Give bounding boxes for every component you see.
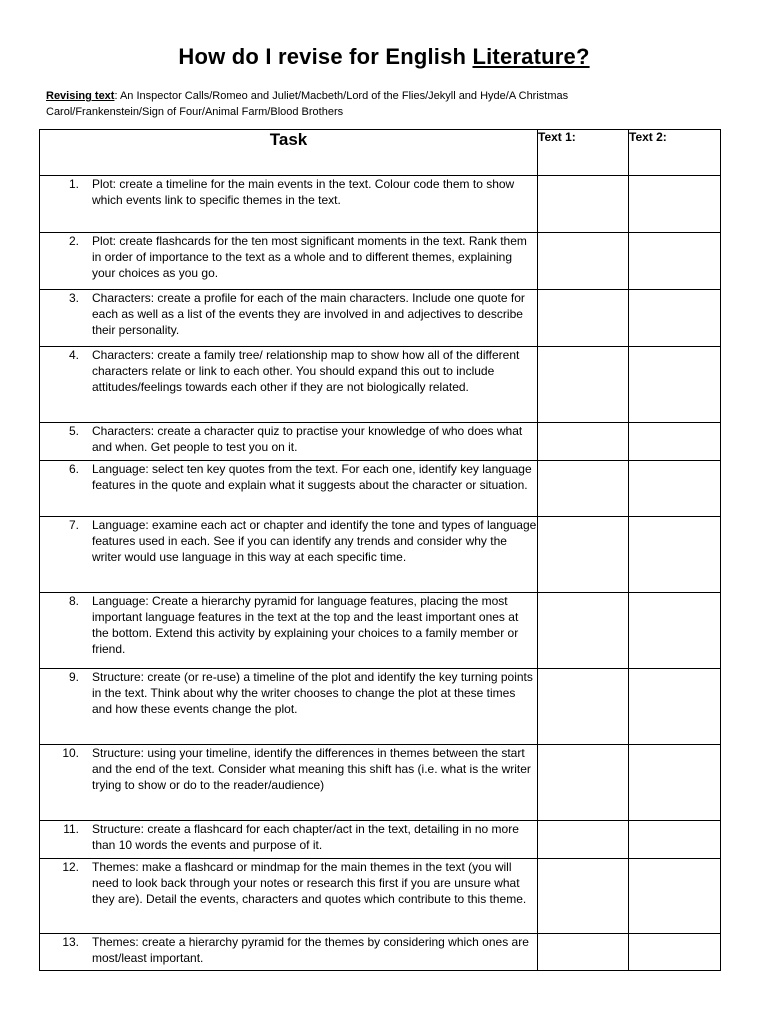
- task-cell: [40, 176, 538, 233]
- task-number: 2.: [68, 234, 79, 248]
- task-description: Characters: create a family tree/ relationship map to show how all of the different characters relate or link to each other. You should expand this out to include attitudes/feelings towards each other if they are not biologically related.: [92, 348, 520, 394]
- page-title: [0, 44, 768, 70]
- table-row: [40, 934, 721, 971]
- title-underlined-word: Literature?: [472, 44, 590, 69]
- task-cell: [40, 347, 538, 423]
- text1-checkbox-cell[interactable]: [538, 233, 629, 290]
- text2-checkbox-cell[interactable]: [629, 669, 721, 745]
- table-row: [40, 233, 721, 290]
- revising-text-label: Revising text: [46, 90, 115, 102]
- task-description: Themes: create a hierarchy pyramid for the themes by considering which ones are most/least important.: [92, 935, 529, 965]
- text1-checkbox-cell[interactable]: [538, 423, 629, 461]
- text2-checkbox-cell[interactable]: [629, 176, 721, 233]
- table-row: [40, 593, 721, 669]
- text2-checkbox-cell[interactable]: [629, 934, 721, 971]
- task-number: 7.: [68, 518, 79, 532]
- task-number: 10.: [62, 746, 79, 760]
- task-description: Language: examine each act or chapter and identify the tone and types of language features used in each. See if you can identify any trends and consider why the writer would use language in this way at each specific time.: [92, 518, 537, 564]
- task-number: 5.: [68, 424, 79, 438]
- table-row: [40, 290, 721, 347]
- task-description: Plot: create flashcards for the ten most significant moments in the text. Rank them in order of importance to the text as a whole and to different themes, explaining your choices as you go.: [92, 234, 527, 280]
- task-number: 12.: [62, 860, 79, 874]
- task-cell: [40, 593, 538, 669]
- text2-checkbox-cell[interactable]: [629, 593, 721, 669]
- task-number: 9.: [68, 670, 79, 684]
- table-row: [40, 423, 721, 461]
- text2-checkbox-cell[interactable]: [629, 517, 721, 593]
- revising-text-line: [46, 88, 646, 120]
- text1-checkbox-cell[interactable]: [538, 593, 629, 669]
- table-header-row: [40, 130, 721, 176]
- task-description: Structure: create a flashcard for each chapter/act in the text, detailing in no more than 10 words the events and purpose of it.: [92, 822, 519, 852]
- task-description: Characters: create a profile for each of the main characters. Include one quote for each as well as a list of the events they are involved in and adjectives to describe their personality.: [92, 291, 525, 337]
- text1-checkbox-cell[interactable]: [538, 176, 629, 233]
- task-number: 13.: [62, 935, 79, 949]
- task-table: [39, 129, 721, 971]
- text1-checkbox-cell[interactable]: [538, 745, 629, 821]
- table-row: [40, 176, 721, 233]
- task-column-header: Task: [40, 130, 538, 176]
- task-cell: [40, 461, 538, 517]
- text2-checkbox-cell[interactable]: [629, 290, 721, 347]
- task-number: 8.: [68, 594, 79, 608]
- task-description: Characters: create a character quiz to practise your knowledge of who does what and when. Get people to test you on it.: [92, 424, 523, 454]
- text1-column-header: Text 1:: [538, 130, 629, 176]
- text1-checkbox-cell[interactable]: [538, 934, 629, 971]
- task-cell: [40, 745, 538, 821]
- task-description: Plot: create a timeline for the main events in the text. Colour code them to show which events link to specific themes in the text.: [92, 177, 515, 207]
- task-number: 4.: [68, 348, 79, 362]
- table-row: [40, 669, 721, 745]
- task-description: Language: Create a hierarchy pyramid for language features, placing the most important language features in the text at the top and the least important ones at the bottom. Extend this activity by explaining your choices to a family member or friend.: [92, 594, 519, 656]
- text1-checkbox-cell[interactable]: [538, 859, 629, 934]
- task-cell: [40, 233, 538, 290]
- text2-checkbox-cell[interactable]: [629, 821, 721, 859]
- text1-checkbox-cell[interactable]: [538, 821, 629, 859]
- task-cell: [40, 669, 538, 745]
- task-cell: [40, 290, 538, 347]
- revising-text-list: : An Inspector Calls/Romeo and Juliet/Macbeth/Lord of the Flies/Jekyll and Hyde/A Christmas Carol/Frankenstein/Sign of Four/Animal Farm/Blood Brothers: [46, 90, 569, 118]
- task-cell: [40, 517, 538, 593]
- text1-checkbox-cell[interactable]: [538, 347, 629, 423]
- table-row: [40, 821, 721, 859]
- table-row: [40, 517, 721, 593]
- title-text: How do I revise for English: [178, 44, 473, 69]
- text2-checkbox-cell[interactable]: [629, 423, 721, 461]
- task-cell: [40, 934, 538, 971]
- table-row: [40, 859, 721, 934]
- task-number: 1.: [68, 177, 79, 191]
- text2-checkbox-cell[interactable]: [629, 233, 721, 290]
- task-cell: [40, 821, 538, 859]
- task-number: 3.: [68, 291, 79, 305]
- task-description: Structure: using your timeline, identify the differences in themes between the start and the end of the text. Consider what meaning this shift has (i.e. what is the writer trying to show or do to the reader/audience): [92, 746, 531, 792]
- task-description: Themes: make a flashcard or mindmap for the main themes in the text (you will need to look back through your notes or research this first if you are unsure what they are). Detail the events, characters and quotes which contribute to this theme.: [92, 860, 527, 906]
- text1-checkbox-cell[interactable]: [538, 461, 629, 517]
- text2-checkbox-cell[interactable]: [629, 859, 721, 934]
- text1-checkbox-cell[interactable]: [538, 669, 629, 745]
- task-cell: [40, 859, 538, 934]
- task-description: Structure: create (or re-use) a timeline of the plot and identify the key turning points in the text. Think about why the writer chooses to change the plot at these times and how these events change the plot.: [92, 670, 533, 716]
- table-row: [40, 461, 721, 517]
- table-row: [40, 745, 721, 821]
- text1-checkbox-cell[interactable]: [538, 517, 629, 593]
- table-row: [40, 347, 721, 423]
- task-cell: [40, 423, 538, 461]
- text2-checkbox-cell[interactable]: [629, 347, 721, 423]
- task-description: Language: select ten key quotes from the text. For each one, identify key language features in the quote and explain what it suggests about the character or situation.: [92, 462, 532, 492]
- text1-checkbox-cell[interactable]: [538, 290, 629, 347]
- task-number: 11.: [63, 822, 79, 836]
- text2-checkbox-cell[interactable]: [629, 461, 721, 517]
- task-table-body: [40, 176, 721, 971]
- task-number: 6.: [68, 462, 79, 476]
- text2-checkbox-cell[interactable]: [629, 745, 721, 821]
- text2-column-header: Text 2:: [629, 130, 721, 176]
